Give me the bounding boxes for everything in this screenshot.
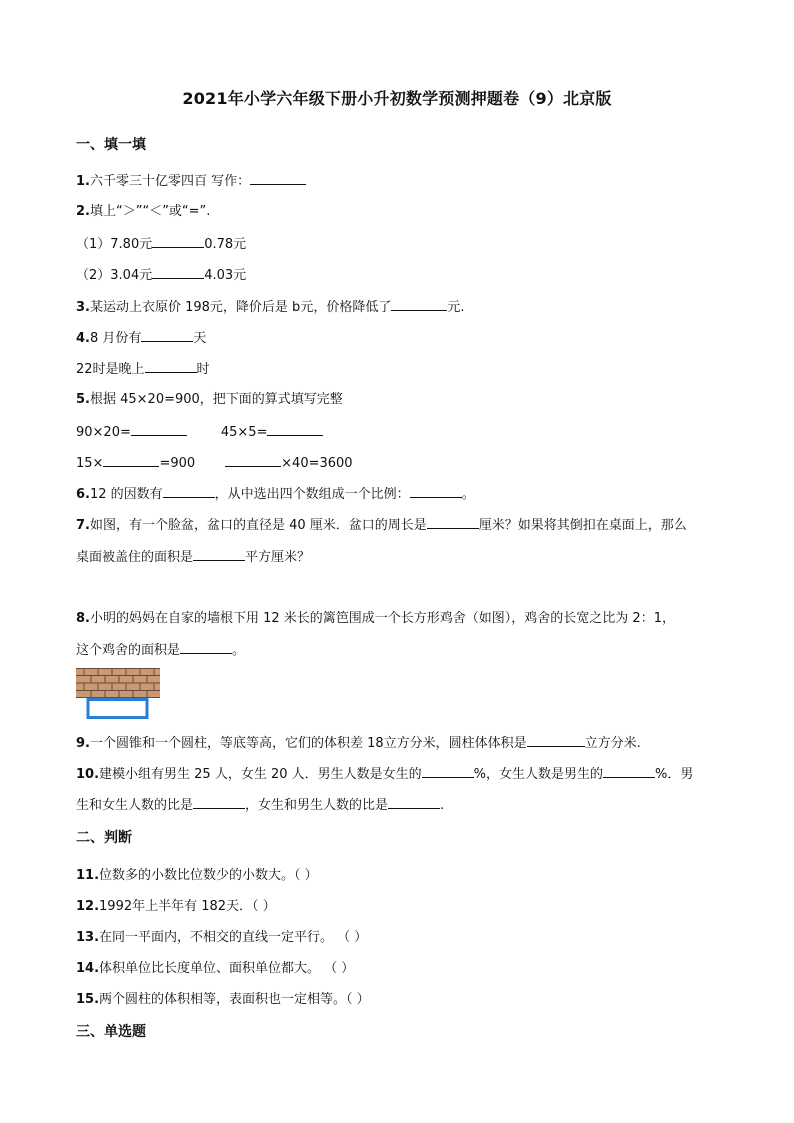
part-label: （2）3.04元 xyxy=(76,268,153,283)
answer-blank[interactable] xyxy=(388,796,440,809)
question-text: 在同一平面内，不相交的直线一定平行。 （ ） xyxy=(99,930,368,945)
question-5-row-1 xyxy=(76,423,323,442)
question-number: 2. xyxy=(76,204,90,219)
question-7-line-2 xyxy=(76,548,310,567)
question-2-part-1 xyxy=(76,235,246,254)
answer-blank[interactable] xyxy=(145,360,197,373)
answer-blank[interactable] xyxy=(250,172,306,185)
question-text: 建模小组有男生 25 人，女生 20 人．男生人数是女生的 xyxy=(99,767,422,782)
question-8 xyxy=(76,610,675,628)
question-text: 两个圆柱的体积相等，表面积也一定相等。（ ） xyxy=(99,992,370,1007)
question-11 xyxy=(76,867,318,885)
answer-blank[interactable] xyxy=(103,454,159,467)
expression: 45×5= xyxy=(220,425,268,440)
question-6 xyxy=(76,485,475,504)
answer-blank[interactable] xyxy=(410,485,462,498)
question-text: ，女生和男生人数的比是 xyxy=(245,798,389,813)
answer-blank[interactable] xyxy=(163,485,215,498)
question-number: 13. xyxy=(76,930,100,945)
question-number: 6. xyxy=(76,487,90,502)
question-number: 10. xyxy=(76,767,100,782)
question-text: 体积单位比长度单位、面积单位都大。 （ ） xyxy=(99,961,355,976)
part-label: （1）7.80元 xyxy=(76,237,153,252)
question-tail: 。 xyxy=(461,487,475,502)
question-number: 4. xyxy=(76,331,90,346)
question-text: %，女生人数是男生的 xyxy=(473,767,604,782)
question-tail: 元. xyxy=(447,300,465,315)
question-7 xyxy=(76,516,687,535)
question-8-line-2 xyxy=(76,641,245,660)
chicken-coop-rectangle xyxy=(88,700,147,718)
part-right: 0.78元 xyxy=(204,237,247,252)
question-number: 14. xyxy=(76,961,100,976)
question-text: 1992年上半年有 182天．（ ） xyxy=(99,899,276,914)
answer-blank[interactable] xyxy=(391,298,447,311)
question-text: 一个圆锥和一个圆柱，等底等高，它们的体积差 18立方分米，圆柱体体积是 xyxy=(89,736,527,751)
question-4 xyxy=(76,329,206,348)
question-12 xyxy=(76,898,276,916)
answer-blank[interactable] xyxy=(225,454,281,467)
question-tail: 时 xyxy=(196,362,210,377)
expression: =900 xyxy=(159,456,196,471)
question-9 xyxy=(76,734,641,753)
question-text: 某运动上衣原价 198元，降价后是 b元，价格降低了 xyxy=(89,300,392,315)
question-4-line-2 xyxy=(76,360,210,379)
question-number: 3. xyxy=(76,300,90,315)
question-14 xyxy=(76,960,354,978)
question-number: 11. xyxy=(76,868,100,883)
answer-blank[interactable] xyxy=(180,641,232,654)
question-number: 9. xyxy=(76,736,90,751)
question-text: 桌面被盖住的面积是 xyxy=(76,550,194,565)
question-text: 生和女生人数的比是 xyxy=(76,798,194,813)
question-tail: 天 xyxy=(193,331,207,346)
answer-blank[interactable] xyxy=(427,516,479,529)
question-text: 六千零三十亿零四百 写作： xyxy=(89,174,251,189)
question-text: 小明的妈妈在自家的墙根下用 12 米长的篱笆围成一个长方形鸡舍（如图），鸡舍的长宽之比为 2：1， xyxy=(89,611,675,626)
question-number: 15. xyxy=(76,992,100,1007)
question-15 xyxy=(76,991,370,1009)
question-text: 厘米？如果将其倒扣在桌面上，那么 xyxy=(478,518,687,533)
question-text: 填上“＞”“＜”或“=”. xyxy=(89,204,211,219)
question-number: 8. xyxy=(76,611,90,626)
expression: 90×20= xyxy=(76,425,131,440)
part-right: 4.03元 xyxy=(204,268,247,283)
question-text: 位数多的小数比位数少的小数大。（ ） xyxy=(99,868,318,883)
question-number: 1. xyxy=(76,174,90,189)
question-text: 根据 45×20=900，把下面的算式填写完整 xyxy=(89,392,343,407)
answer-blank[interactable] xyxy=(193,796,245,809)
question-5-row-2 xyxy=(76,454,353,473)
answer-blank[interactable] xyxy=(527,734,585,747)
question-tail: 。 xyxy=(232,643,246,658)
wall-and-coop-figure xyxy=(76,668,162,722)
question-13 xyxy=(76,929,367,947)
section-heading-judge: 二、判断 xyxy=(76,830,132,846)
question-text: 如图，有一个脸盆，盆口的直径是 40 厘米．盆口的周长是 xyxy=(89,518,427,533)
expression: ×40=3600 xyxy=(281,456,353,471)
question-text: ，从中选出四个数组成一个比例： xyxy=(214,487,410,502)
expression: 15× xyxy=(76,456,104,471)
answer-blank[interactable] xyxy=(152,235,204,248)
question-10-line-2 xyxy=(76,796,444,815)
question-10 xyxy=(76,765,693,784)
question-5 xyxy=(76,391,343,409)
question-tail: 平方厘米？ xyxy=(245,550,311,565)
question-number: 12. xyxy=(76,899,100,914)
answer-blank[interactable] xyxy=(152,266,204,279)
question-3 xyxy=(76,298,464,317)
answer-blank[interactable] xyxy=(422,765,474,778)
answer-blank[interactable] xyxy=(193,548,245,561)
question-tail: . xyxy=(440,798,445,813)
question-text: 22时是晚上 xyxy=(76,362,145,377)
question-text: 8 月份有 xyxy=(89,331,142,346)
section-heading-choice: 三、单选题 xyxy=(76,1024,146,1040)
answer-blank[interactable] xyxy=(141,329,193,342)
question-number: 5. xyxy=(76,392,90,407)
question-2 xyxy=(76,203,210,221)
question-number: 7. xyxy=(76,518,90,533)
question-text: 这个鸡舍的面积是 xyxy=(76,643,181,658)
question-tail: %．男 xyxy=(655,767,694,782)
question-2-part-2 xyxy=(76,266,246,285)
question-text: 12 的因数有 xyxy=(89,487,163,502)
page-title: 2021年小学六年级下册小升初数学预测押题卷（9）北京版 xyxy=(182,89,612,108)
answer-blank[interactable] xyxy=(603,765,655,778)
answer-blank[interactable] xyxy=(131,423,187,436)
section-heading-fill: 一、填一填 xyxy=(76,137,146,153)
question-1 xyxy=(76,172,306,191)
answer-blank[interactable] xyxy=(267,423,323,436)
question-tail: 立方分米. xyxy=(584,736,641,751)
